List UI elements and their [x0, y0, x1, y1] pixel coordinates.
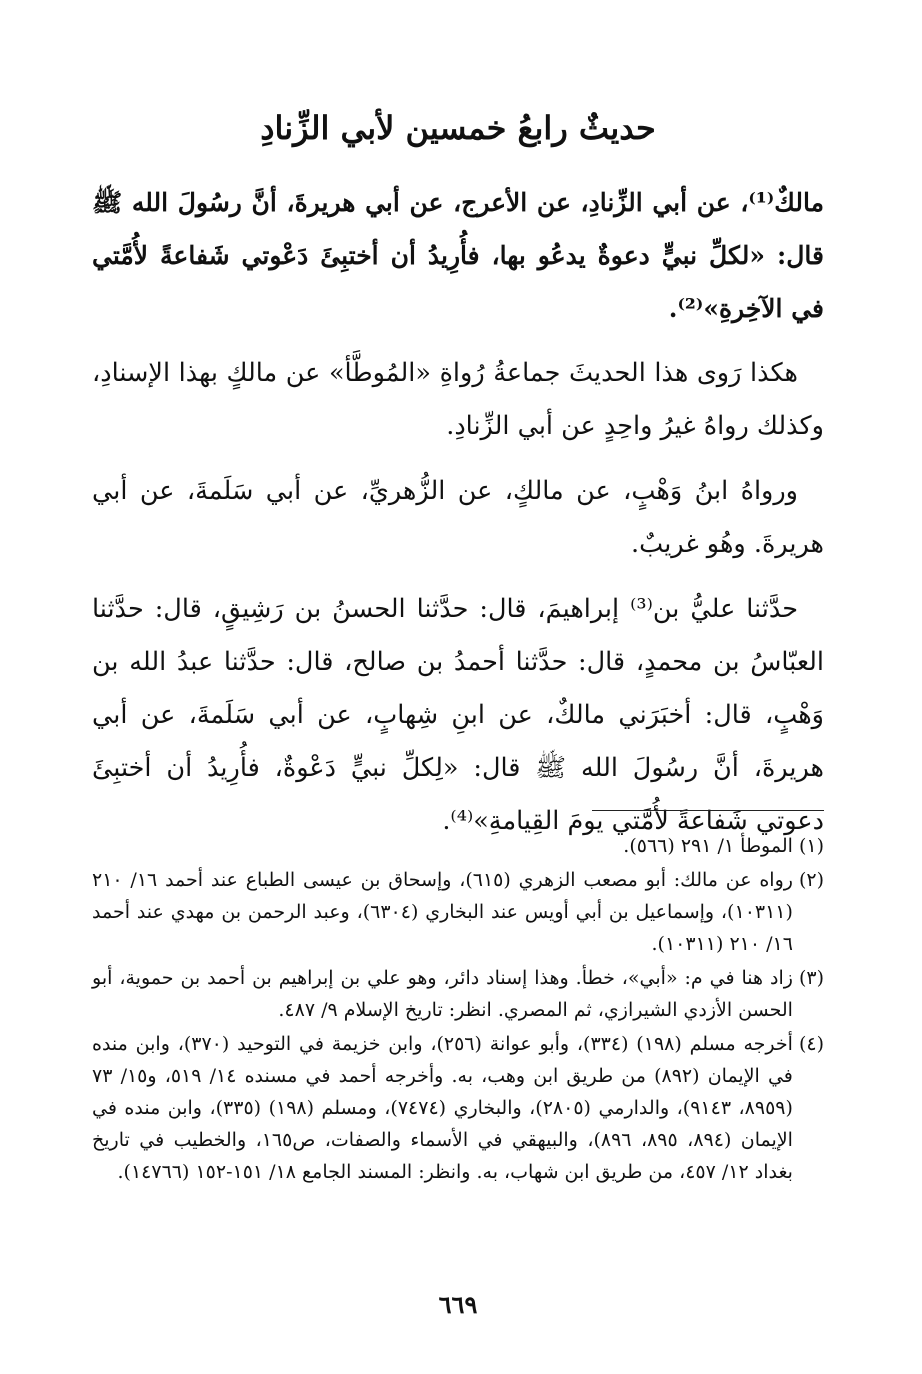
footnotes — [92, 830, 824, 1190]
footnote — [92, 864, 824, 960]
main-text — [92, 176, 824, 860]
commentary-paragraph: ورواهُ ابنُ وَهْبٍ، عن مالكٍ، عن الزُّهريِّ، عن أبي سَلَمةَ، عن أبي هريرةَ. وهُو غريبٌ. — [92, 476, 824, 559]
footnote-number: (٢) — [798, 869, 824, 891]
footnote — [92, 1028, 824, 1188]
footnote-text: رواه عن مالك: أبو مصعب الزهري (٦١٥)، وإسحاق بن عيسى الطباع عند أحمد ١٦/ ٢١٠ (١٠٣١١)، وإسماعيل بن أبي أويس عند البخاري (٦٣٠٤)، وعبد الرحمن بن مهدي عند أحمد ١٦/ ٢١٠ (١٠٣١١). — [92, 869, 793, 955]
footnote-text: زاد هنا في م: «أبي»، خطأ. وهذا إسناد دائر، وهو علي بن إبراهيم بن أحمد بن حموية، أبو الحسن الأزدي الشيرازي، ثم المصري. انظر: تاريخ الإسلام ٩/ ٤٨٧. — [92, 967, 793, 1021]
commentary-paragraph: هكذا رَوى هذا الحديثَ جماعةُ رُواةِ «المُوطَّأ» عن مالكٍ بهذا الإسنادِ، وكذلك رواهُ غيرُ واحِدٍ عن أبي الزِّنادِ. — [92, 358, 824, 441]
hadith-text: مالكٌ⁽¹⁾، عن أبي الزِّنادِ، عن الأعرج، عن أبي هريرةَ، أنَّ رسُولَ الله ﷺ قال: «لكلِّ نبيٍّ دعوةٌ يدعُو بها، فأُرِيدُ أن أختبِئَ دَعْوتي شَفاعةً لأُمَّتي في الآخِرةِ»⁽²⁾. — [92, 188, 824, 323]
footnote-separator — [592, 810, 824, 811]
footnote-text: أخرجه مسلم (١٩٨) (٣٣٤)، وأبو عوانة (٢٥٦)، وابن خزيمة في التوحيد (٣٧٠)، وابن منده في الإيمان (٨٩٢) من طريق ابن وهب، به. وأخرجه أحمد في مسنده ١٤/ ٥١٩، و١٥/ ٧٣ (٨٩٥٩، ٩١٤٣)، والدارمي (٢٨٠٥)، والبخاري (٧٤٧٤)، ومسلم (١٩٨) (٣٣٥)، وابن منده في الإيمان (٨٩٤، ٨٩٥، ٨٩٦)، والبيهقي في الأسماء والصفات، ص١٦٥، والخطيب في تاريخ بغداد ١٢/ ٤٥٧، من طريق ابن شهاب، به. وانظر: المسند الجامع ١٨/ ١٥١-١٥٢ (١٤٧٦٦). — [92, 1033, 793, 1183]
page-number: ٦٦٩ — [438, 1290, 478, 1319]
book-page — [92, 0, 824, 1374]
footnote — [92, 830, 824, 862]
footnote-text: الموطأ ١/ ٢٩١ (٥٦٦). — [623, 835, 793, 857]
hadith-title: حديثٌ رابعُ خمسين لأبي الزِّنادِ — [260, 109, 656, 147]
isnad-paragraph: حدَّثنا عليُّ بن⁽³⁾ إبراهيمَ، قال: حدَّثنا الحسنُ بن رَشِيقٍ، قال: حدَّثنا العبّاسُ بن محمدٍ، قال: حدَّثنا أحمدُ بن صالح، قال: حدَّثنا عبدُ الله بن وَهْبٍ، قال: أخبَرَني مالكٌ، عن ابنِ شِهابٍ، عن أبي سَلَمةَ، عن أبي هريرةَ، أنَّ رسُولَ الله ﷺ قال: «لِكلِّ نبيٍّ دَعْوةٌ، فأُرِيدُ أن أختبِئَ دعوتي شَفاعةً لأُمَّتي يومَ القِيامةِ»⁽⁴⁾. — [92, 594, 824, 836]
footnote-number: (٤) — [798, 1033, 824, 1055]
footnote-number: (٣) — [798, 967, 824, 989]
footnote-number: (١) — [798, 835, 824, 857]
footnote — [92, 962, 824, 1026]
